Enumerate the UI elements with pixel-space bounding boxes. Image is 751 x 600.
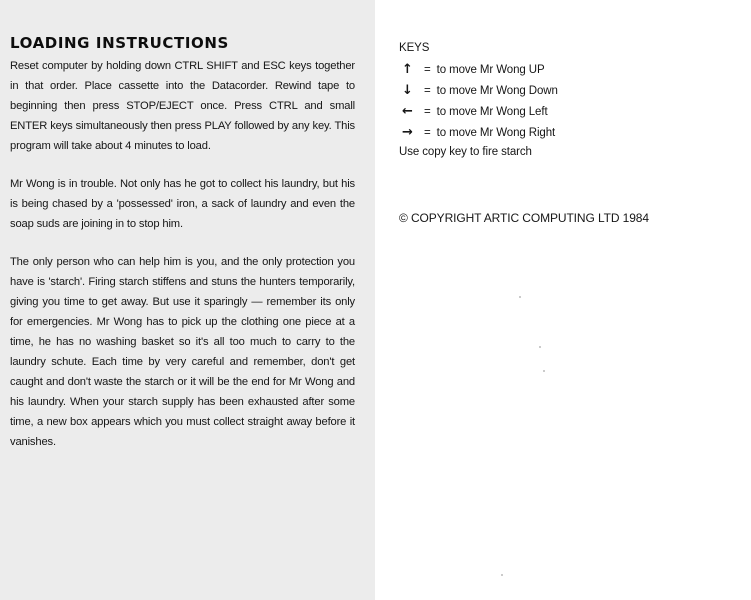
arrow-left-icon: ← <box>402 104 413 119</box>
key-line-left <box>399 101 741 122</box>
speck <box>539 346 541 348</box>
key-description: to move Mr Wong Right <box>436 126 556 139</box>
key-description: to move Mr Wong UP <box>436 63 545 76</box>
copyright-notice: © COPYRIGHT ARTIC COMPUTING LTD 1984 <box>399 211 649 225</box>
keys-title: KEYS <box>399 42 430 54</box>
equals-sign: = <box>424 105 431 118</box>
story-paragraph: Mr Wong is in trouble. Not only has he got to collect his laundry, but his is being chased by a 'possessed' iron, a sack of laundry and even the soap suds are joining in to stop him. <box>10 178 355 230</box>
right-page <box>375 0 751 600</box>
arrow-up-icon: ↑ <box>402 62 413 77</box>
equals-sign: = <box>424 126 431 139</box>
key-line-up <box>399 59 741 80</box>
key-line-down <box>399 80 741 101</box>
key-description: to move Mr Wong Down <box>436 84 558 97</box>
speck <box>501 574 503 576</box>
key-description: to move Mr Wong Left <box>436 105 548 118</box>
arrow-down-icon: ↓ <box>402 83 413 98</box>
equals-sign: = <box>424 84 431 97</box>
arrow-right-icon: → <box>402 125 413 140</box>
gameplay-paragraph: The only person who can help him is you, and the only protection you have is 'starch'. Firing starch stiffens and stuns the hunters temporarily, giving you time to get away. But use it sparingly — remember its only for emergencies. Mr Wong has to pick up the clothing one piece at a time, he has no washing basket so it's all too much to carry to the laundry schute. Each time by very careful and remember, don't get caught and don't waste the starch or it will be the end for Mr Wong and his laundry. When your starch supply has been exhausted after some time, a new box appears which you must collect straight away before it vanishes. <box>10 256 355 448</box>
fire-instruction: Use copy key to fire starch <box>399 146 532 158</box>
speck <box>519 296 521 298</box>
equals-sign: = <box>424 63 431 76</box>
key-line-right <box>399 122 741 143</box>
speck <box>543 370 545 372</box>
left-page <box>0 0 375 600</box>
loading-paragraph: Reset computer by holding down CTRL SHIFT and ESC keys together in that order. Place cassette into the Datacorder. Rewind tape to beginning then press STOP/EJECT once. Press CTRL and small ENTER keys simultaneously then press PLAY followed by any key. This program will take about 4 minutes to load. <box>10 60 355 152</box>
loading-instructions-heading: LOADING INSTRUCTIONS <box>10 34 229 52</box>
